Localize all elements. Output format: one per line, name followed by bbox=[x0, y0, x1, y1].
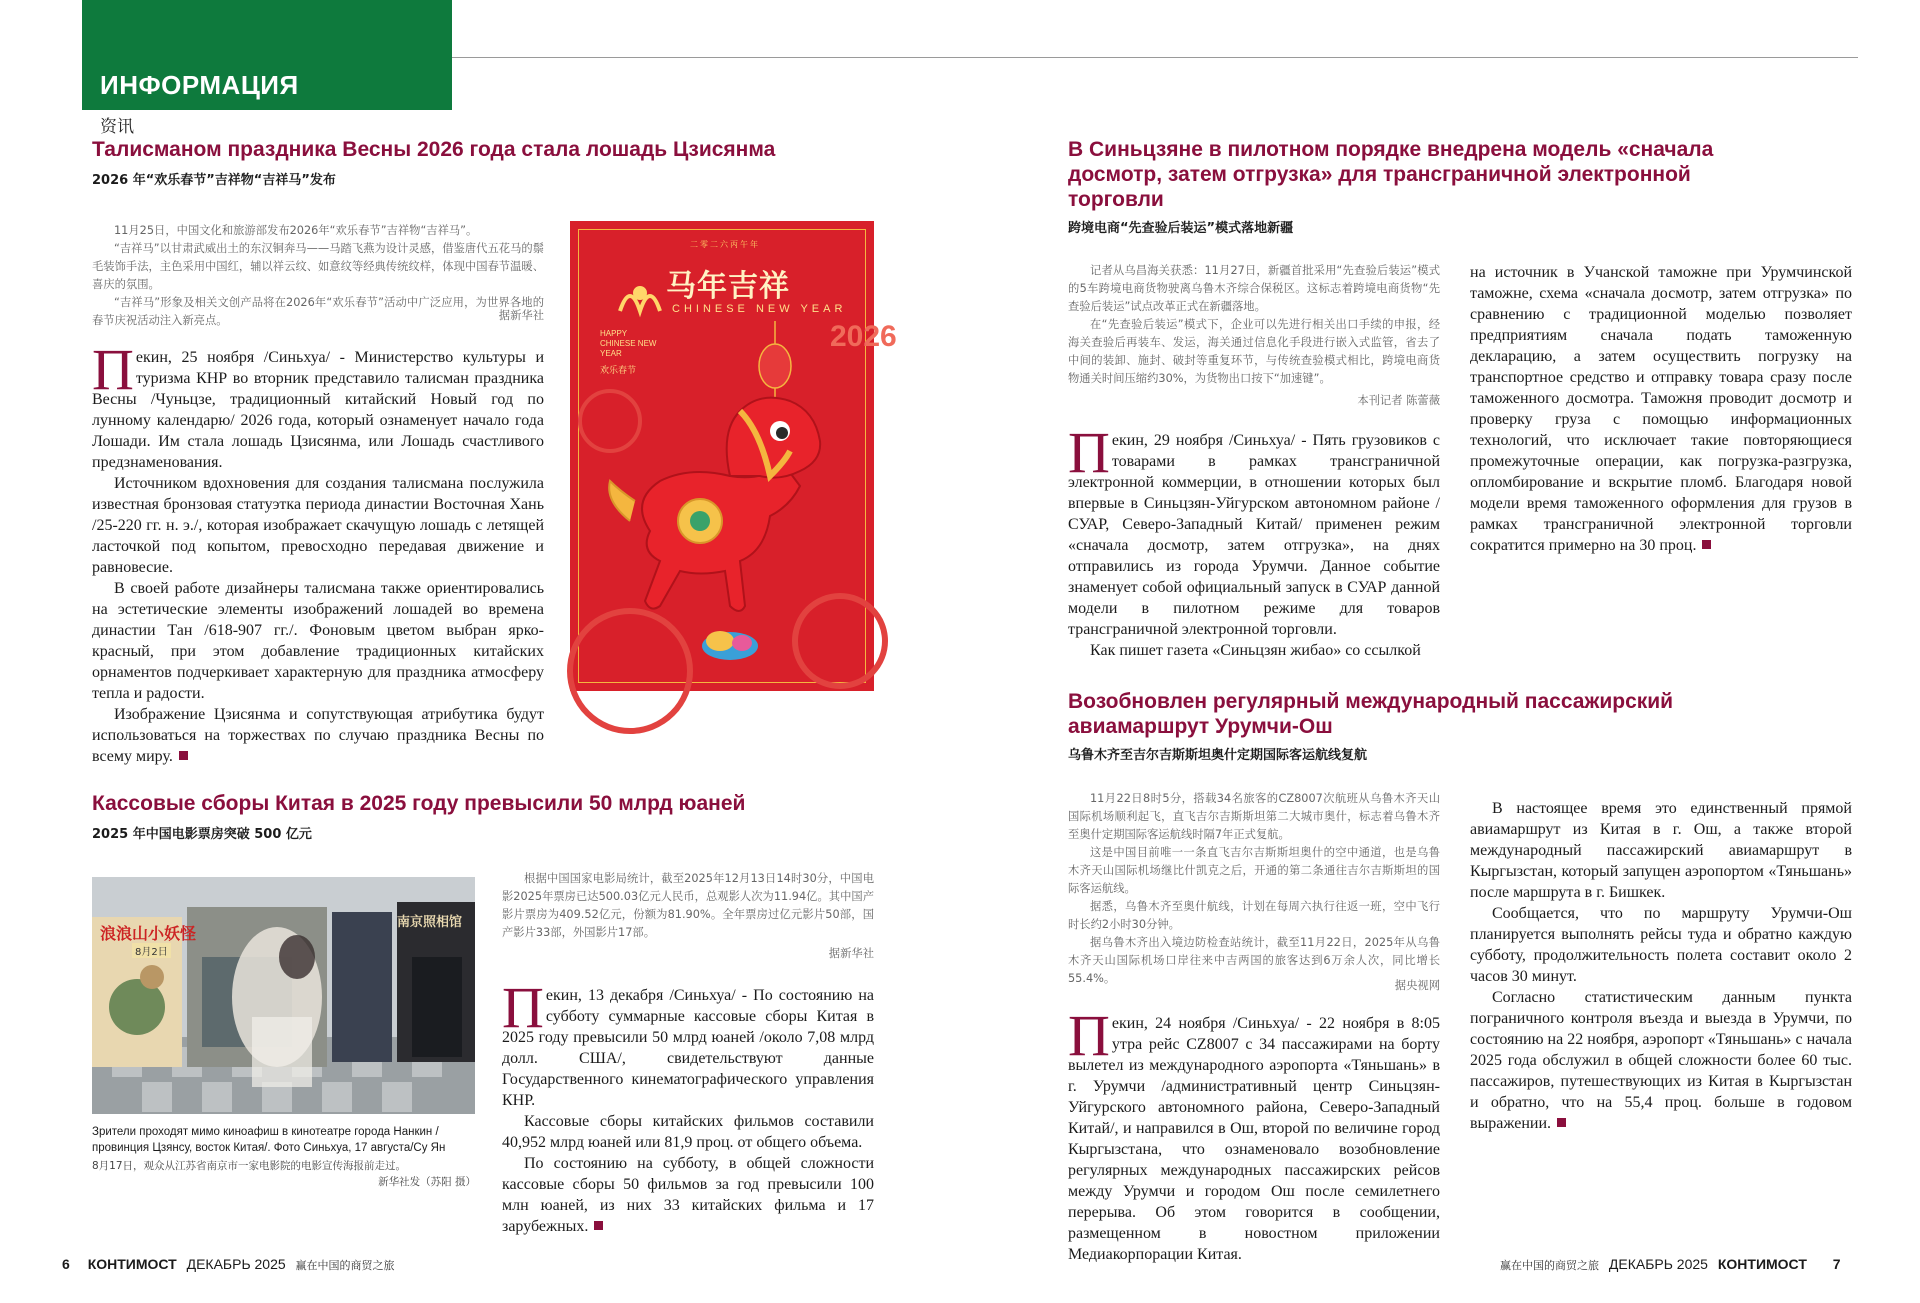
article4-subhead: 乌鲁木齐至吉尔吉斯斯坦奥什定期国际客运航线复航 bbox=[1068, 748, 1368, 763]
issue-date: ДЕКАБРЬ 2025 bbox=[1608, 1256, 1708, 1272]
dropcap: П bbox=[1068, 420, 1110, 485]
cn-paragraph: 11月22日8时5分，搭载34名旅客的CZ8007次航班从乌鲁木齐天山国际机场顺利起飞，直飞吉尔吉斯斯坦第二大城市奥什，标志着乌鲁木齐至奥什定期国际客运航线时隔7年正式复航。 bbox=[1068, 792, 1440, 841]
article1-subhead: 2026 年“欢乐春节”吉祥物“吉祥马”发布 bbox=[92, 173, 336, 188]
article1-body bbox=[92, 337, 544, 767]
article4-cn-source: 据央视网 bbox=[1394, 979, 1440, 992]
article2-subhead: 2025 年中国电影票房突破 500 亿元 bbox=[92, 827, 312, 842]
cn-paragraph: 根据中国国家电影局统计，截至2025年12月13日14时30分，中国电影2025年票房已达500.03亿元人民币，总观影人次为11.94亿。其中国产影片票房为409.52亿元，份额为81.90%。全年票房过亿元影片50部，国产影片33部，外国影片17部。 bbox=[502, 872, 874, 939]
cn-paragraph: 这是中国目前唯一一条直飞吉尔吉斯斯坦奥什的空中通道，也是乌鲁木齐天山国际机场继比什凯克之后，开通的第二条通往吉尔吉斯斯坦的国际客运航线。 bbox=[1068, 846, 1440, 895]
footer-right bbox=[1500, 1256, 1841, 1273]
cn-paragraph: 据乌鲁木齐出入境边防检查站统计，截至11月22日，2025年从乌鲁木齐天山国际机场口岸往来中吉两国的旅客达到6万余人次，同比增长55.4%。 bbox=[1068, 936, 1440, 985]
end-mark bbox=[1702, 540, 1711, 549]
header-rule bbox=[452, 57, 1858, 58]
lead-paragraph: екин, 24 ноября /Синьхуа/ - 22 ноября в 8:05 утра рейс CZ8007 с 34 пассажирами на борту вылетел из международного аэропорта «Тяньшань» в г. Урумчи /административный центр Синьцзян-Уйгурского автономного района, Северо-Западный Китай/, и направился в Ош, второй по величине город Кыргызстана, что ознаменовало возобновление регулярных международных пассажирских рейсов между Урумчи и городом Ош после семилетнего перерыва. Об этом говорится в сообщении, размещенном в новостном приложении Медиакорпорации Китая. bbox=[1068, 1015, 1440, 1263]
poster-happy-text: HAPPY CHINESE NEW YEAR bbox=[600, 329, 657, 358]
magazine-name: КОНТИМОСТ bbox=[1717, 1256, 1807, 1272]
page-number-left: 6 bbox=[62, 1256, 70, 1272]
page-number-right: 7 bbox=[1832, 1256, 1841, 1272]
article3-subhead: 跨境电商“先查验后装运”模式落地新疆 bbox=[1068, 221, 1294, 236]
article3-body-left bbox=[1068, 420, 1440, 659]
article3-headline: В Синьцзяне в пилотном порядке внедрена модель «сначала досмотр, затем отгрузка» для трансграничной электронной торговли bbox=[1068, 138, 1714, 211]
slogan-cn: 赢在中国的商贸之旅 bbox=[295, 1259, 395, 1272]
body-paragraph: Источником вдохновения для создания талисмана послужила известная бронзовая статуэтка периода династии Восточная Хань /25-220 гг. н. э./, которая изображает скачущую лошадь с летящей ласточкой под копытом, превосходно передавая движение и равновесие. bbox=[92, 475, 544, 576]
body-paragraph: В своей работе дизайнеры талисмана также ориентировались на эстетические элементы изображений лошадей во времена династии Тан /618-907 гг./. Фоновым цветом выбран ярко-красный, при этом добавление традиционных китайских орнаментов подчеркивает характерную для праздника атмосферу тепла и радости. bbox=[92, 580, 544, 702]
body-paragraph: В настоящее время это единственный прямой авиамаршрут из Китая в г. Ош, а также второй международный пассажирский авиамаршрут в Кыргызстан, который запущен аэропортом «Тяньшань» после маршрута в г. Бишкек. bbox=[1470, 800, 1852, 901]
poster-subtitle: CHINESE NEW YEAR bbox=[672, 303, 847, 315]
dropcap: П bbox=[502, 975, 544, 1040]
cn-paragraph: 11月25日，中国文化和旅游部发布2026年“欢乐春节”吉祥物“吉祥马”。 bbox=[114, 224, 478, 237]
article2-cn-summary bbox=[502, 870, 874, 942]
article3-cn-source: 本刊记者 陈蕾薇 bbox=[1357, 394, 1440, 407]
cinema-photo bbox=[92, 877, 475, 1114]
end-mark bbox=[1557, 1118, 1566, 1127]
section-title: ИНФОРМАЦИЯ bbox=[100, 70, 299, 100]
end-mark bbox=[179, 751, 188, 760]
poster-label: 浪浪山小妖怪 bbox=[100, 924, 197, 943]
lead-paragraph: екин, 29 ноября /Синьхуа/ - Пять грузовиков с товарами в рамках трансграничной электронной коммерции, в отношении которых был впервые в Синьцзян-Уйгурском автономном районе /СУАР, Северо-Западный Китай/ применен режим «сначала досмотр, затем отгрузка», на днях отправились из города Урумчи. Данное событие знаменует собой официальный запуск в СУАР данной модели в пилотном режиме для товаров трансграничной электронной торговли. bbox=[1068, 432, 1440, 638]
cn-paragraph: 记者从乌昌海关获悉：11月27日，新疆首批采用“先查验后装运”模式的5车跨境电商货物驶离乌鲁木齐综合保税区。这标志着跨境电商货物“先查验后装运”试点改革正式在新疆落地。 bbox=[1068, 264, 1440, 313]
article4-body-right bbox=[1470, 798, 1852, 1134]
end-mark bbox=[594, 1221, 603, 1230]
section-title-cn: 资讯 bbox=[100, 117, 134, 137]
body-paragraph: Как пишет газета «Синьцзян жибао» со ссылкой bbox=[1090, 642, 1421, 659]
lead-paragraph: екин, 25 ноября /Синьхуа/ - Министерство культуры и туризма КНР во вторник представило талисман праздника Весны /Чуньцзе, традиционный китайский Новый год по лунному календарю/ 2026 года, который ознаменует начало года Лошади. Им стала лошадь Цзисянма, или Лошадь счастливого предзнаменования. bbox=[92, 349, 544, 471]
issue-date: ДЕКАБРЬ 2025 bbox=[186, 1256, 286, 1272]
dropcap: П bbox=[92, 337, 134, 402]
dropcap: П bbox=[1068, 1003, 1110, 1068]
poster-year: 2026 bbox=[830, 320, 897, 353]
article3-body-right bbox=[1470, 262, 1852, 556]
photo-caption-cn: 8月17日，观众从江苏省南京市一家电影院的电影宣传海报前走过。 bbox=[92, 1160, 407, 1172]
body-paragraph: Согласно статистическим данным пункта пограничного контроля въезда и выезда в Урумчи, по состоянию на 22 ноября, аэропорт «Тяньшань» с начала 2025 года обслужил в общей сложности более 60 тыс. пассажиров, путешествующих из Китая в Кыргызстан и обратно, что на 55,4 проц. больше в годовом выражении. bbox=[1470, 989, 1852, 1132]
article3-cn-summary bbox=[1068, 262, 1440, 388]
article4-cn-summary bbox=[1068, 790, 1440, 988]
magazine-name: КОНТИМОСТ bbox=[87, 1256, 177, 1272]
article2-cn-source: 据新华社 bbox=[828, 947, 874, 960]
cn-paragraph: “吉祥马”形象及相关文创产品将在2026年“欢乐春节”活动中广泛应用，为世界各地的春节庆祝活动注入新亮点。 bbox=[92, 296, 544, 327]
poster-small-text: 二零二六丙午年 bbox=[690, 240, 760, 249]
lead-paragraph: екин, 13 декабря /Синьхуа/ - По состоянию на субботу суммарные кассовые сборы Китая в 2025 году превысили 50 млрд юаней /около 7,08 млрд долл. США/, свидетельствуют данные Государственного кинематографического управления КНР. bbox=[502, 987, 874, 1109]
article2-body bbox=[502, 975, 874, 1237]
article1-cn-source: 据新华社 bbox=[498, 309, 544, 322]
cn-paragraph: 在“先查验后装运”模式下，企业可以先进行相关出口手续的申报，经海关查验后再装车、发运，海关通过信息化手段进行嵌入式监管，省去了中间的装卸、施封、破封等重复环节，与传统查验模式相比，跨境电商货物通关时间压缩约30%，为货物出口按下“加速键”。 bbox=[1068, 318, 1440, 385]
poster-label: 南京照相馆 bbox=[397, 915, 463, 930]
cn-paragraph: “吉祥马”以甘肃武威出土的东汉铜奔马——马踏飞燕为设计灵感，借鉴唐代五花马的鬃毛装饰手法，主色采用中国红，辅以祥云纹、如意纹等经典传统纹样，体现中国春节温暖、喜庆的氛围。 bbox=[92, 242, 544, 291]
body-paragraph: на источник в Учанской таможне при Урумчинской таможне, схема «сначала досмотр, затем отгрузка» по сравнению с традиционной моделью позволяет предприятиям сначала подать таможенную декларацию, а затем осуществить погрузку на транспортное средство и отправку товара сразу после таможенного досмотра. Таможня проводит досмотр и проверку груза с помощью информационных технологий, что исключает такие повторяющиеся промежуточные операции, как погрузка-разгрузка, опломбирование и вскрытие пломб. Благодаря новой модели время таможенного оформления для грузов в рамках трансграничной электронной торговли сократится примерно на 30 проц. bbox=[1470, 264, 1852, 554]
poster-title: 马年吉祥 bbox=[666, 269, 790, 304]
body-paragraph: По состоянию на субботу, в общей сложности кассовые сборы 50 фильмов за год превысили 100 млн юаней, из них 33 китайских фильма и 17 зарубежных. bbox=[502, 1155, 874, 1235]
mascot-poster-image bbox=[570, 221, 897, 691]
article4-body-left bbox=[1068, 1003, 1440, 1263]
article4-headline: Возобновлен регулярный международный пассажирский авиамаршрут Урумчи-Ош bbox=[1068, 690, 1674, 738]
body-paragraph: Изображение Цзисянма и сопутствующая атрибутика будут использоваться на торжествах по случаю праздника Весны по всему миру. bbox=[92, 706, 544, 765]
article2-headline: Кассовые сборы Китая в 2025 году превысили 50 млрд юаней bbox=[92, 792, 746, 815]
footer-left bbox=[62, 1256, 395, 1273]
photo-caption: Зрители проходят мимо киноафиш в кинотеатре города Нанкин / провинция Цзянсу, восток Китая/. Фото Синьхуа, 17 августа/Су Ян bbox=[92, 1126, 446, 1154]
body-paragraph: Сообщается, что по маршруту Урумчи-Ош планируется выполнять рейсы туда и обратно каждую субботу, продолжительность полета составит около 2 часов 30 минут. bbox=[1470, 905, 1852, 985]
cn-paragraph: 据悉，乌鲁木齐至奥什航线，计划在每周六执行往返一班，空中飞行时长约2小时30分钟。 bbox=[1068, 900, 1440, 931]
poster-label: 8月2日 bbox=[132, 943, 171, 958]
slogan-cn: 赢在中国的商贸之旅 bbox=[1500, 1259, 1599, 1272]
article1-headline: Талисманом праздника Весны 2026 года стала лошадь Цзисянма bbox=[92, 138, 776, 161]
body-paragraph: Кассовые сборы китайских фильмов составили 40,952 млрд юаней или 81,9 проц. от общего объема. bbox=[502, 1113, 874, 1151]
poster-happy-cn: 欢乐春节 bbox=[600, 366, 637, 376]
photo-credit-cn: 新华社发（苏阳 摄） bbox=[378, 1176, 476, 1188]
